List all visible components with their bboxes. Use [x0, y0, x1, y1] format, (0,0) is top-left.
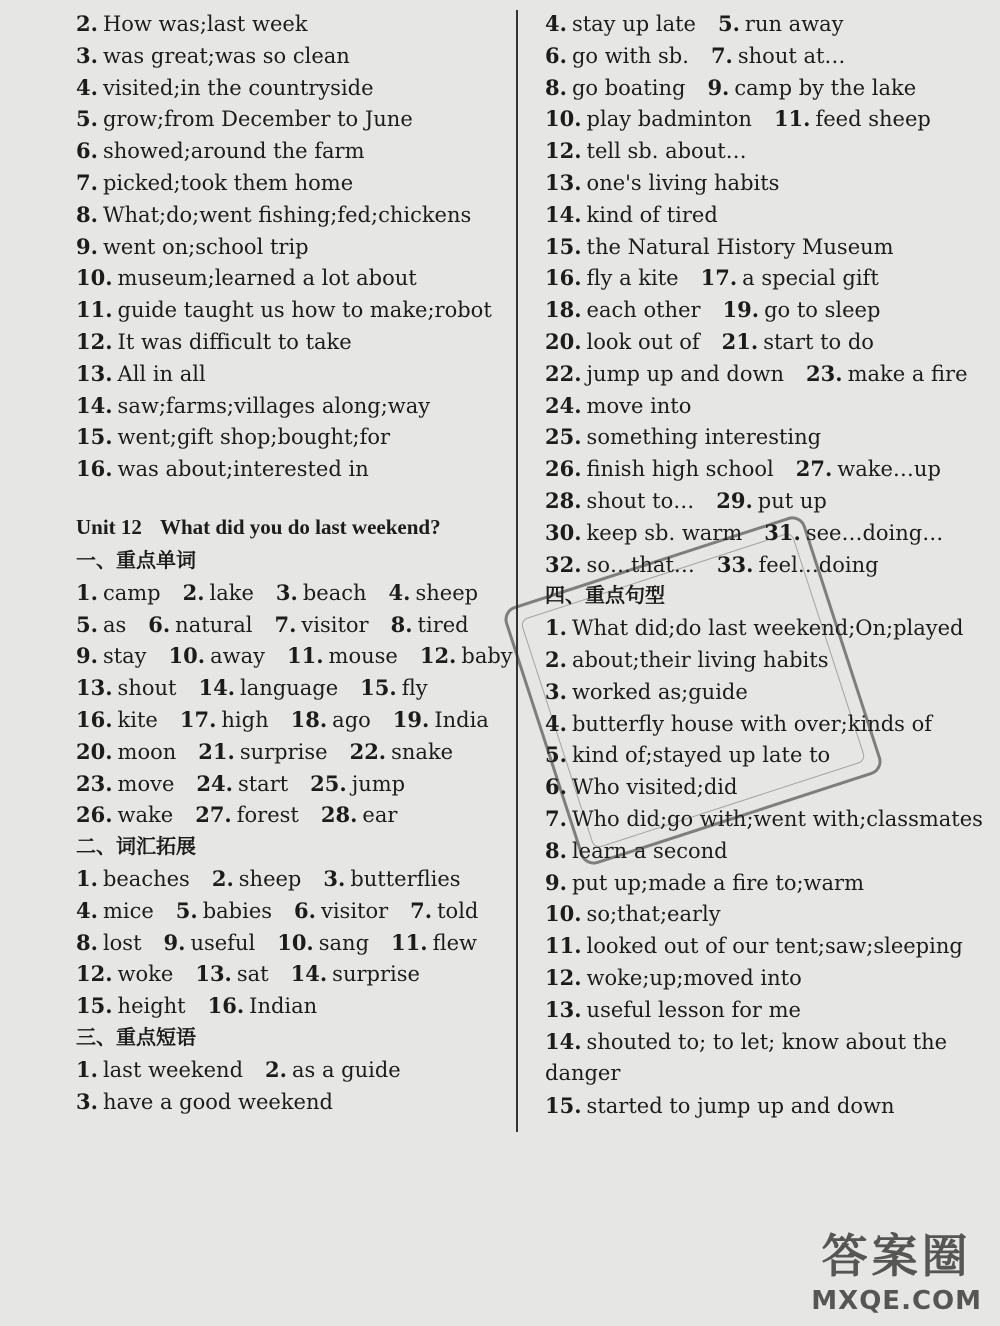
section-key-sentences: 四、重点句型 [545, 583, 665, 608]
item-text: jump up and down [586, 361, 785, 386]
item-number: 14. [545, 1028, 582, 1054]
item-number: 14. [290, 961, 328, 987]
answer-row [545, 390, 975, 422]
item-number: 27. [195, 802, 232, 828]
item-text: was about;interested in [117, 457, 369, 482]
item-text: make a fire [847, 361, 968, 386]
item-number: 6. [148, 611, 171, 637]
item-text: shout [117, 676, 177, 701]
item-number: 28. [545, 487, 582, 513]
item-number: 5. [175, 897, 198, 923]
answer-row [545, 199, 975, 231]
item-text: lake [209, 580, 254, 605]
item-number: 9. [76, 643, 98, 669]
item-text: put up;made a fire to;warm [571, 870, 864, 895]
item-number: 13. [545, 996, 582, 1022]
item-number: 12. [419, 643, 457, 669]
item-text: started to jump up and down [586, 1094, 895, 1119]
item-number: 13. [545, 169, 582, 195]
answer-line [545, 739, 975, 771]
item-text: looked out of our tent;saw;sleeping [586, 934, 963, 959]
item-number: 24. [196, 770, 233, 796]
item-number: 10. [545, 106, 582, 132]
item-text: go boating [571, 75, 686, 100]
answer-row [545, 485, 975, 517]
answer-line [76, 453, 516, 485]
item-text: language [240, 676, 339, 701]
item-number: 9. [76, 233, 98, 259]
answer-row [545, 103, 975, 135]
item-number: 6. [76, 138, 98, 164]
answer-row [545, 294, 975, 326]
answer-row [76, 958, 516, 990]
item-number: 2. [545, 646, 567, 672]
item-number: 13. [195, 961, 232, 987]
answer-line [76, 135, 516, 167]
answer-line [545, 676, 975, 708]
item-text: one's living habits [586, 170, 780, 195]
answer-row [76, 704, 516, 736]
answer-row [545, 135, 975, 167]
item-number: 13. [76, 675, 113, 701]
item-number: 25. [310, 770, 347, 796]
item-number: 4. [388, 579, 411, 605]
key-sentences-list [545, 612, 983, 1122]
answer-line [76, 167, 516, 199]
answer-row [545, 421, 975, 453]
item-text: something interesting [586, 425, 822, 450]
item-number: 4. [545, 710, 567, 736]
item-text: visited;in the countryside [102, 75, 374, 100]
item-number: 19. [392, 706, 430, 732]
item-number: 9. [545, 869, 567, 895]
item-number: 18. [545, 297, 582, 323]
item-text: shouted to; to let; know about the danger [545, 1029, 948, 1086]
item-text: was great;was so clean [102, 43, 350, 68]
item-number: 1. [545, 615, 567, 641]
item-number: 22. [545, 360, 582, 386]
item-text: woke;up;moved into [586, 965, 802, 990]
item-text: camp by the lake [734, 75, 917, 100]
item-number: 5. [717, 11, 740, 36]
column-divider [516, 10, 518, 1132]
item-text: moon [117, 739, 177, 764]
item-text: the Natural History Museum [586, 234, 894, 259]
item-text: museum;learned a lot about [117, 266, 417, 291]
item-number: 29. [716, 487, 753, 513]
item-text: as [102, 612, 127, 637]
item-text: fly a kite [586, 266, 679, 291]
item-number: 23. [76, 770, 113, 796]
item-text: useful [190, 930, 256, 955]
unit-title: What did you do last weekend? [159, 514, 441, 539]
item-text: feed sheep [815, 107, 931, 132]
answer-line [545, 994, 975, 1026]
item-text: How was;last week [102, 12, 308, 36]
answer-row [545, 231, 975, 263]
key-phrases-continued [545, 8, 975, 580]
item-number: 2. [265, 1056, 287, 1082]
item-text: surprise [239, 739, 328, 764]
item-number: 12. [76, 961, 113, 987]
item-number: 15. [360, 675, 397, 701]
item-text: kite [117, 707, 158, 732]
item-number: 5. [545, 742, 567, 768]
item-text: last weekend [102, 1057, 244, 1082]
item-number: 12. [76, 328, 113, 354]
item-number: 27. [795, 456, 833, 482]
item-number: 15. [545, 1093, 582, 1119]
item-number: 22. [349, 738, 387, 764]
answer-line [545, 1090, 975, 1122]
item-text: wake…up [837, 457, 941, 482]
item-number: 10. [168, 643, 206, 669]
item-text: so…that… [586, 552, 695, 577]
item-text: worked as;guide [571, 679, 748, 704]
item-number: 3. [545, 678, 567, 704]
answer-row [545, 262, 975, 294]
left-column [76, 8, 516, 1117]
item-number: 11. [391, 929, 428, 955]
answer-line [545, 1026, 960, 1091]
section-key-phrases: 三、重点短语 [76, 1024, 196, 1049]
item-number: 10. [545, 901, 582, 927]
item-text: showed;around the farm [102, 139, 365, 164]
item-text: ear [362, 803, 398, 828]
item-text: went;gift shop;bought;for [117, 425, 391, 450]
item-text: shout at… [737, 43, 846, 68]
item-number: 7. [710, 42, 733, 68]
item-text: beach [302, 580, 367, 605]
item-number: 11. [773, 106, 811, 132]
item-text: visitor [301, 612, 369, 637]
item-number: 8. [76, 929, 98, 955]
item-number: 13. [76, 360, 113, 386]
watermark-domain: MXQE.COM [811, 1286, 982, 1316]
item-text: jump [351, 771, 406, 796]
item-number: 6. [545, 42, 567, 68]
item-number: 16. [76, 706, 113, 732]
item-text: run away [744, 12, 844, 36]
answer-row [76, 609, 516, 641]
item-number: 16. [207, 993, 245, 1019]
answer-line [76, 262, 516, 294]
item-number: 3. [76, 42, 98, 68]
answer-row [76, 640, 516, 672]
item-number: 7. [274, 611, 297, 637]
item-text: useful lesson for me [586, 997, 801, 1022]
item-number: 8. [545, 837, 567, 863]
item-text: told [437, 898, 479, 923]
item-text: Who did;go with;went with;classmates [571, 806, 983, 831]
item-number: 8. [76, 201, 98, 227]
item-text: high [221, 707, 269, 732]
item-text: stay up late [571, 12, 696, 36]
answer-line [76, 40, 516, 72]
item-text: camp [102, 580, 161, 605]
answer-line [545, 803, 983, 835]
item-number: 1. [76, 579, 98, 605]
item-text: see…doing… [805, 520, 944, 545]
answer-line [76, 358, 516, 390]
item-number: 4. [76, 74, 98, 100]
item-text: away [210, 644, 265, 669]
item-number: 8. [390, 611, 413, 637]
item-number: 19. [722, 297, 760, 323]
item-text: Indian [249, 994, 318, 1019]
item-text: a special gift [742, 266, 879, 291]
item-text: put up [757, 488, 827, 513]
item-text: mice [102, 898, 154, 923]
item-number: 5. [76, 106, 98, 132]
item-number: 6. [545, 774, 567, 800]
item-text: so;that;early [586, 902, 721, 927]
item-text: stay [102, 644, 147, 669]
answer-line [76, 72, 516, 104]
answer-row [545, 40, 975, 72]
section-key-words: 一、重点单词 [76, 547, 196, 572]
item-number: 4. [76, 897, 98, 923]
item-text: go with sb. [571, 43, 689, 68]
item-number: 12. [545, 138, 582, 164]
item-number: 10. [76, 265, 113, 291]
item-text: learn a second [571, 838, 728, 863]
answer-row [76, 895, 516, 927]
item-text: butterflies [350, 866, 461, 891]
section-vocabulary: 二、词汇拓展 [76, 834, 196, 859]
site-watermark [811, 1220, 982, 1316]
item-text: sheep [238, 866, 302, 891]
item-number: 14. [76, 392, 113, 418]
answer-row [76, 1086, 516, 1118]
item-text: It was difficult to take [117, 329, 352, 354]
item-text: go to sleep [764, 298, 881, 323]
item-text: visitor [320, 898, 389, 923]
item-text: grow;from December to June [102, 107, 413, 132]
item-number: 2. [182, 579, 205, 605]
item-text: ago [332, 707, 371, 732]
item-text: start [237, 771, 289, 796]
answer-row [76, 768, 516, 800]
item-number: 3. [323, 865, 346, 891]
answer-row [76, 736, 516, 768]
answer-line [545, 612, 975, 644]
item-text: went on;school trip [102, 234, 309, 259]
answer-row [545, 72, 975, 104]
item-number: 1. [76, 1056, 98, 1082]
item-number: 31. [764, 519, 801, 545]
answer-row [76, 799, 516, 831]
answer-line [76, 103, 516, 135]
item-number: 16. [76, 456, 113, 482]
item-text: height [117, 994, 186, 1019]
item-number: 7. [410, 897, 433, 923]
answer-row [76, 1054, 516, 1086]
item-number: 7. [76, 169, 98, 195]
answer-line [545, 835, 975, 867]
item-text: move [117, 771, 175, 796]
item-number: 2. [76, 11, 98, 36]
item-text: finish high school [586, 457, 774, 482]
item-text: All in all [117, 361, 206, 386]
item-number: 16. [545, 265, 582, 291]
item-number: 21. [721, 328, 759, 354]
item-text: move into [586, 393, 692, 418]
item-text: guide taught us how to make;robot [117, 298, 492, 323]
item-text: wake [117, 803, 174, 828]
answer-line [76, 421, 516, 453]
answer-row [76, 990, 516, 1022]
item-text: What;do;went fishing;fed;chickens [102, 202, 472, 227]
item-number: 7. [545, 805, 567, 831]
answer-row [76, 672, 516, 704]
item-number: 25. [545, 424, 582, 450]
item-text: baby [461, 644, 513, 669]
answer-line [76, 231, 516, 263]
item-number: 2. [211, 865, 234, 891]
answer-line [545, 771, 975, 803]
answer-line [545, 930, 975, 962]
answer-line [545, 644, 975, 676]
answer-line [76, 8, 516, 40]
item-text: sat [236, 962, 269, 987]
item-text: beaches [102, 866, 190, 891]
answer-row [545, 326, 975, 358]
item-text: start to do [763, 329, 874, 354]
item-text: tell sb. about… [586, 139, 747, 164]
item-number: 9. [707, 74, 730, 100]
item-number: 18. [290, 706, 328, 732]
answer-row [545, 453, 975, 485]
item-number: 33. [716, 551, 754, 577]
item-text: flew [432, 930, 477, 955]
right-column [545, 8, 983, 1122]
unit11-answer-list [76, 8, 516, 485]
item-text: picked;took them home [102, 170, 354, 195]
item-number: 20. [76, 738, 113, 764]
item-text: woke [117, 962, 174, 987]
answer-row [545, 358, 975, 390]
item-number: 26. [545, 456, 582, 482]
unit-label: Unit 12 [76, 514, 142, 539]
answer-line [76, 326, 516, 358]
answer-row [545, 517, 975, 549]
item-text: babies [202, 898, 273, 923]
item-text: look out of [586, 329, 700, 354]
item-text: tired [417, 612, 469, 637]
item-number: 11. [76, 297, 113, 323]
key-phrases-list [76, 1054, 516, 1118]
item-text: snake [391, 739, 454, 764]
item-text: natural [175, 612, 253, 637]
item-text: Who visited;did [571, 775, 738, 800]
vocabulary-list [76, 863, 516, 1022]
answer-row [76, 863, 516, 895]
item-number: 1. [76, 865, 98, 891]
item-text: each other [586, 298, 701, 323]
item-text: kind of tired [586, 202, 718, 227]
item-number: 24. [545, 392, 582, 418]
item-number: 23. [806, 360, 843, 386]
item-text: surprise [332, 962, 420, 987]
key-words-list [76, 577, 516, 831]
item-text: have a good weekend [102, 1089, 333, 1114]
answer-line [545, 867, 975, 899]
item-number: 11. [545, 933, 582, 959]
answer-line [545, 898, 975, 930]
item-text: mouse [328, 644, 398, 669]
answer-line [76, 390, 516, 422]
answer-line [76, 294, 516, 326]
item-text: kind of;stayed up late to [571, 743, 831, 768]
item-text: shout to… [586, 488, 695, 513]
item-number: 17. [700, 265, 738, 291]
item-number: 4. [545, 11, 567, 36]
item-number: 14. [545, 201, 582, 227]
item-text: What did;do last weekend;On;played [571, 616, 964, 641]
answer-row [76, 577, 516, 609]
item-text: saw;farms;villages along;way [117, 393, 431, 418]
item-number: 20. [545, 328, 582, 354]
item-text: butterfly house with over;kinds of [571, 711, 933, 736]
answer-row [545, 549, 975, 581]
item-number: 12. [545, 964, 582, 990]
item-text: about;their living habits [571, 647, 829, 672]
item-number: 28. [320, 802, 358, 828]
item-number: 8. [545, 74, 567, 100]
answer-line [545, 708, 975, 740]
answer-row [545, 8, 975, 40]
item-number: 15. [545, 233, 582, 259]
item-number: 21. [198, 738, 235, 764]
item-text: sang [318, 930, 370, 955]
item-text: India [434, 707, 489, 732]
item-number: 10. [277, 929, 314, 955]
item-number: 15. [76, 424, 113, 450]
item-number: 15. [76, 993, 113, 1019]
watermark-logo-text: 答案圈 [821, 1229, 972, 1283]
item-number: 17. [179, 706, 217, 732]
item-number: 5. [76, 611, 98, 637]
answer-row [545, 167, 975, 199]
unit-heading [76, 509, 516, 545]
answer-row [76, 927, 516, 959]
answer-line [545, 962, 975, 994]
item-number: 30. [545, 519, 582, 545]
item-number: 6. [294, 897, 316, 923]
item-text: lost [102, 930, 142, 955]
item-text: fly [401, 676, 428, 701]
item-number: 32. [545, 551, 582, 577]
item-number: 11. [286, 643, 324, 669]
item-text: play badminton [586, 107, 752, 132]
item-text: keep sb. warm [586, 520, 743, 545]
item-number: 14. [198, 675, 236, 701]
answer-line [76, 199, 516, 231]
item-number: 9. [163, 929, 186, 955]
item-number: 3. [76, 1088, 98, 1114]
item-text: as a guide [291, 1057, 401, 1082]
item-number: 3. [275, 579, 298, 605]
item-text: forest [236, 803, 299, 828]
item-text: sheep [415, 580, 479, 605]
item-text: feel…doing [758, 552, 879, 577]
item-number: 26. [76, 802, 113, 828]
